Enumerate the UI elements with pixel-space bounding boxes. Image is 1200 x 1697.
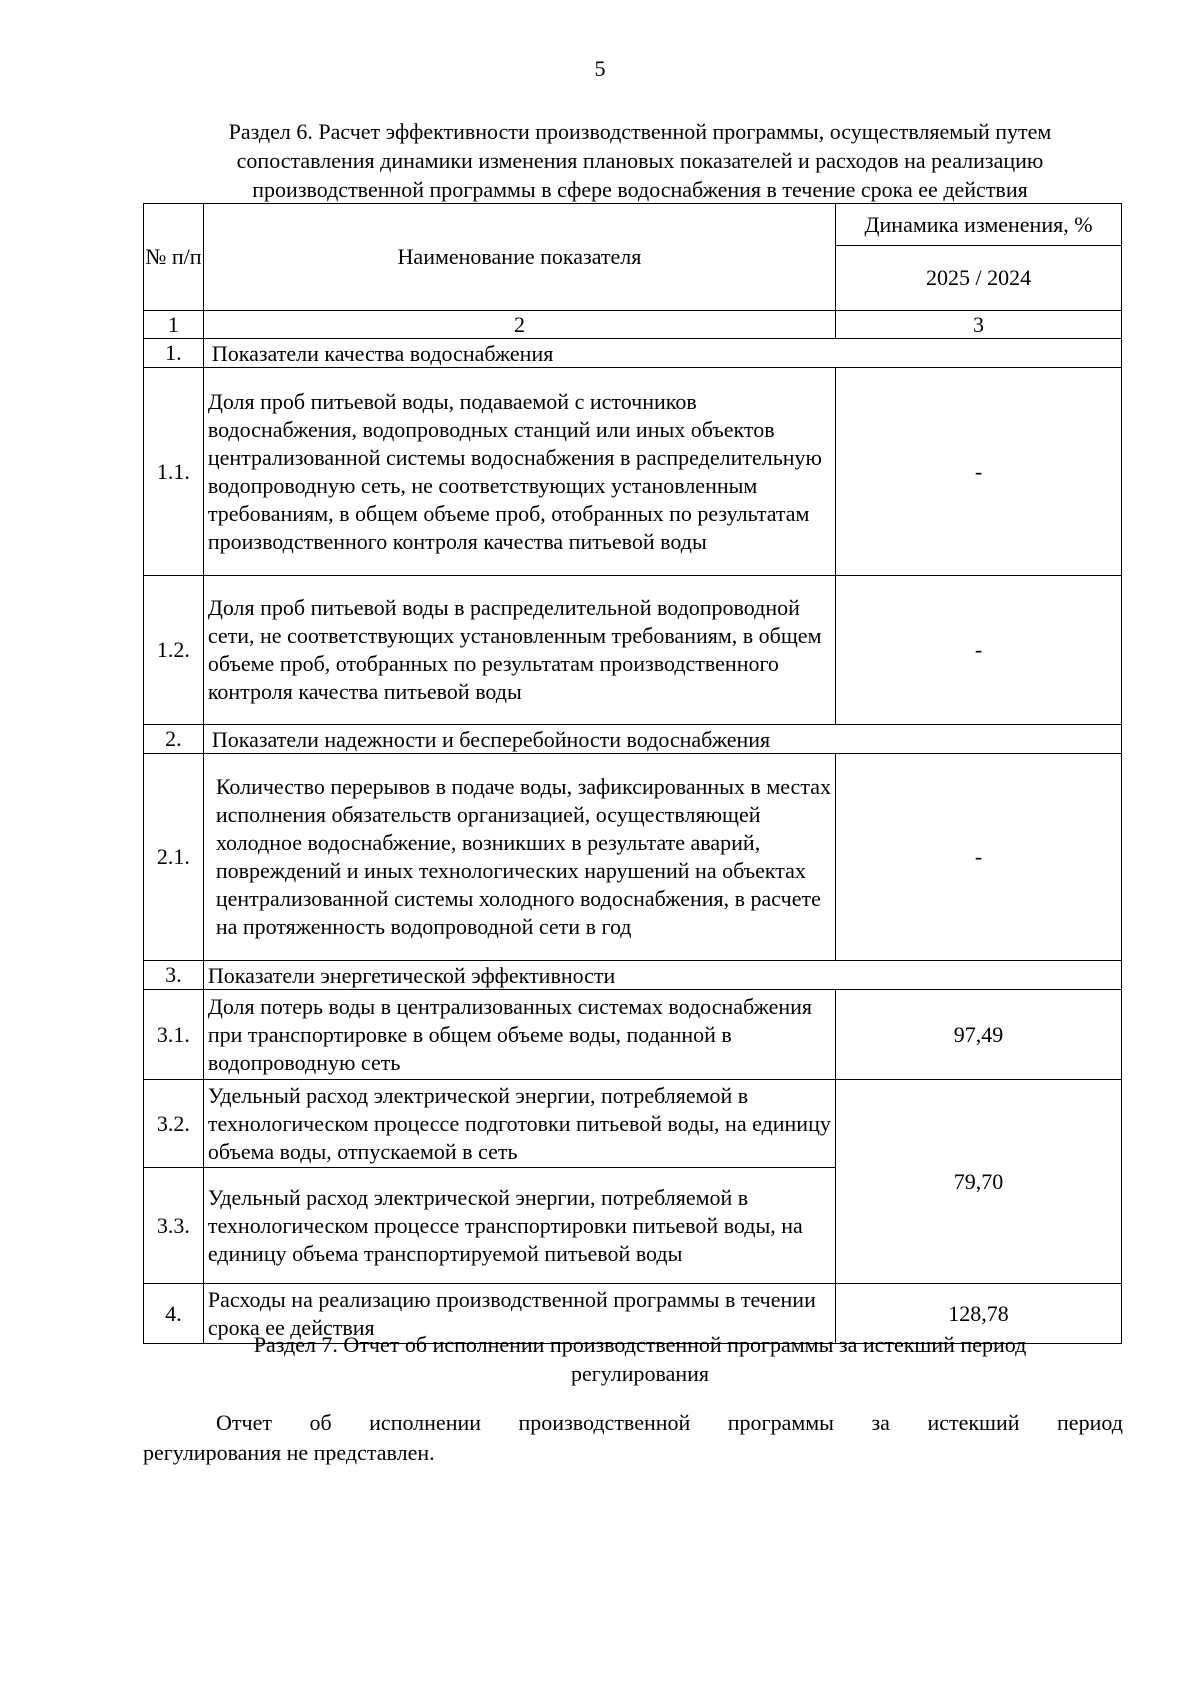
row-section-name: Показатели энергетической эффективности	[203, 961, 1121, 990]
section-7-title-line: регулирования	[570, 1361, 710, 1386]
word: программы	[727, 1410, 834, 1435]
word: производственной	[518, 1410, 691, 1435]
section-7-text	[143, 1408, 1123, 1468]
column-number: 1	[144, 311, 204, 339]
section-6-title-line: сопоставления динамики изменения плановых показателей и расходов на реализацию	[236, 148, 1044, 173]
header-name: Наименование показателя	[203, 204, 835, 311]
row-value: -	[836, 754, 1122, 961]
row-name: Удельный расход электрической энергии, потребляемой в технологическом процессе транспортировки питьевой воды, на единицу объема транспортируемой питьевой воды	[203, 1168, 835, 1284]
row-num: 2.1.	[144, 754, 204, 961]
row-name: Доля проб питьевой воды в распределительной водопроводной сети, не соответствующих установленным требованиям, в общем объеме проб, отобранных по результатам производственного контроля качества питьевой воды	[203, 576, 835, 725]
efficiency-table	[143, 203, 1122, 1344]
section-6-title	[150, 117, 1130, 204]
table-row	[144, 990, 1122, 1080]
word: истекший	[927, 1410, 1020, 1435]
section-6-title-line: производственной программы в сфере водоснабжения в течение срока ее действия	[252, 177, 1028, 202]
word: период	[1057, 1410, 1123, 1435]
section-7-text-line: регулирования не представлен.	[143, 1440, 435, 1465]
row-num: 2.	[144, 725, 204, 754]
row-value: -	[836, 576, 1122, 725]
word: об	[309, 1410, 332, 1435]
table-row	[144, 576, 1122, 725]
table-header-row	[144, 204, 1122, 246]
row-value: 97,49	[836, 990, 1122, 1080]
section-7-title-line: Раздел 7. Отчет об исполнении производственной программы за истекший период	[253, 1332, 1027, 1357]
header-dynamics: Динамика изменения, %	[836, 204, 1122, 246]
word: Отчет	[216, 1410, 272, 1435]
table-row	[144, 1080, 1122, 1168]
header-num	[144, 204, 204, 311]
table-row	[144, 754, 1122, 961]
column-number: 3	[836, 311, 1122, 339]
table-section-row	[144, 961, 1122, 990]
header-num-label: № п/п	[145, 244, 202, 269]
row-name: Доля проб питьевой воды, подаваемой с источников водоснабжения, водопроводных станций или иных объектов централизованной системы водоснабжения в распределительную водопроводную сеть, не соответствующих установленным требованиям, в общем объеме проб, отобранных по результатам производственного контроля качества питьевой воды	[203, 368, 835, 576]
row-name: Доля потерь воды в централизованных системах водоснабжения при транспортировке в общем объеме воды, поданной в водопроводную сеть	[203, 990, 835, 1080]
section-6-title-line: Раздел 6. Расчет эффективности производственной программы, осуществляемый путем	[228, 119, 1052, 144]
page-number: 5	[594, 56, 606, 81]
row-num: 4.	[144, 1284, 204, 1344]
row-section-name: Показатели надежности и бесперебойности водоснабжения	[203, 725, 1121, 754]
table-section-row	[144, 725, 1122, 754]
row-value: 128,78	[836, 1284, 1122, 1344]
row-value: -	[836, 368, 1122, 576]
row-num: 3.	[144, 961, 204, 990]
row-name: Количество перерывов в подаче воды, зафиксированных в местах исполнения обязательств организацией, осуществляющей холодное водоснабжение, возникших в результате аварий, повреждений и иных технологических нарушений на объектах централизованной системы холодного водоснабжения, в расчете на протяженность водопроводной сети в год	[203, 754, 835, 961]
row-name: Удельный расход электрической энергии, потребляемой в технологическом процессе подготовки питьевой воды, на единицу объема воды, отпускаемой в сеть	[203, 1080, 835, 1168]
row-num: 3.2.	[144, 1080, 204, 1168]
row-num: 1.2.	[144, 576, 204, 725]
section-7-text-line	[143, 1408, 1123, 1438]
row-num: 1.1.	[144, 368, 204, 576]
row-name: Расходы на реализацию производственной программы в течении срока ее действия	[203, 1284, 835, 1344]
column-number-row	[144, 311, 1122, 339]
row-num: 3.1.	[144, 990, 204, 1080]
word: за	[871, 1410, 890, 1435]
word: исполнении	[369, 1410, 482, 1435]
section-7-title	[150, 1330, 1130, 1388]
row-num: 3.3.	[144, 1168, 204, 1284]
row-section-name: Показатели качества водоснабжения	[203, 339, 1121, 368]
row-num: 1.	[144, 339, 204, 368]
table-row	[144, 368, 1122, 576]
header-period: 2025 / 2024	[836, 246, 1122, 311]
row-value: 79,70	[836, 1080, 1122, 1284]
table-section-row	[144, 339, 1122, 368]
column-number: 2	[203, 311, 835, 339]
